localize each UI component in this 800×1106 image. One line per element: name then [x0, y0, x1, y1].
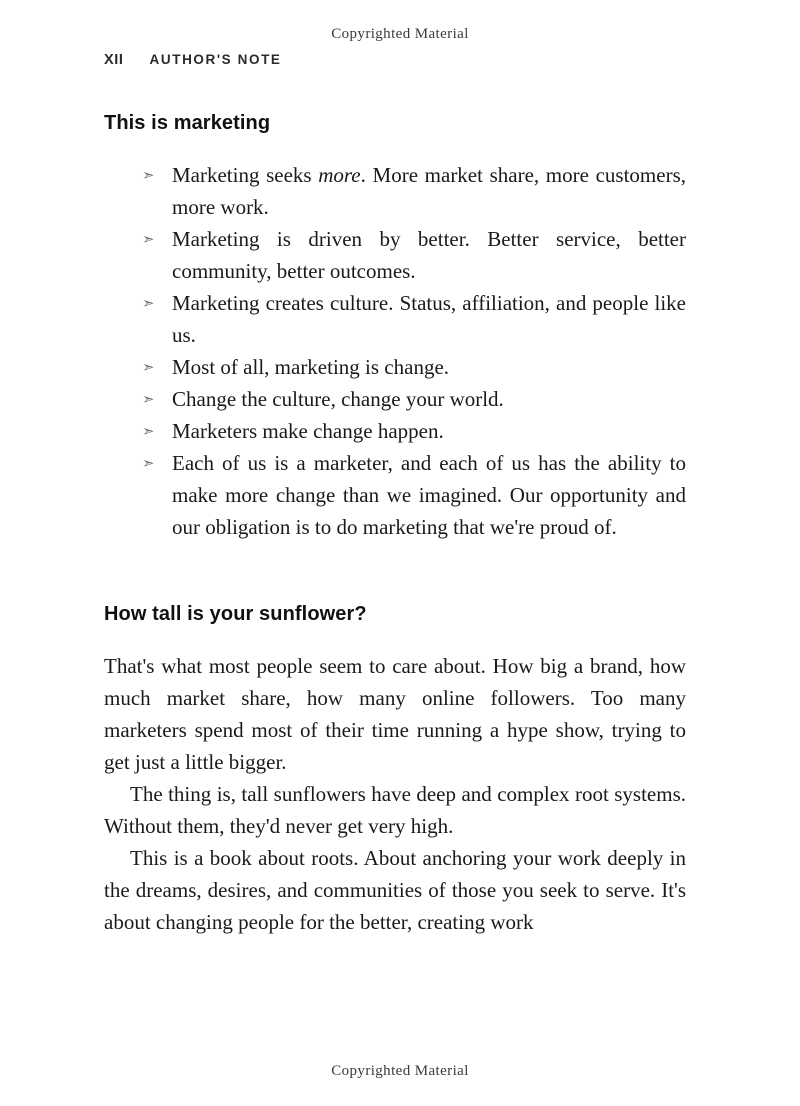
page-number: XII [104, 52, 124, 68]
list-item-text-before: Marketing seeks [172, 163, 319, 187]
section-heading-marketing: This is marketing [104, 112, 271, 134]
list-item-text-after: . More market share, more customers, more work. [172, 163, 686, 219]
watermark-bottom: Copyrighted Material [331, 1063, 469, 1079]
running-head [104, 52, 686, 68]
bullet-list [104, 159, 686, 543]
list-item-text: Marketing is driven by better. Better service, better community, better outcomes. [172, 227, 686, 283]
bullet-arrow-icon: ➣ [142, 392, 155, 408]
list-item-text: Marketers make change happen. [172, 419, 444, 443]
paragraph-3: This is a book about roots. About anchoring your work deeply in the dreams, desires, and communities of those you seek to serve. It's about changing people for the better, creating work [104, 846, 686, 934]
list-item [142, 415, 686, 447]
watermark-top: Copyrighted Material [331, 26, 469, 42]
bullet-arrow-icon: ➣ [142, 456, 155, 472]
list-item [142, 351, 686, 383]
bullet-arrow-icon: ➣ [142, 168, 155, 184]
list-item [142, 287, 686, 351]
list-item-text: Change the culture, change your world. [172, 387, 504, 411]
list-item-text-italic: more [318, 163, 361, 187]
list-item [142, 159, 686, 223]
list-item [142, 447, 686, 543]
list-item-text: Marketing creates culture. Status, affiliation, and people like us. [172, 291, 686, 347]
list-item [142, 383, 686, 415]
bullet-arrow-icon: ➣ [142, 232, 155, 248]
section-heading-sunflower: How tall is your sunflower? [104, 603, 367, 625]
list-item [142, 223, 686, 287]
list-item-text: Most of all, marketing is change. [172, 355, 450, 379]
paragraph-2: The thing is, tall sunflowers have deep and complex root systems. Without them, they'd never get very high. [104, 782, 686, 838]
bullet-arrow-icon: ➣ [142, 424, 155, 440]
page-content [104, 52, 686, 938]
running-title: AUTHOR'S NOTE [149, 52, 282, 67]
bullet-arrow-icon: ➣ [142, 296, 155, 312]
bullet-arrow-icon: ➣ [142, 360, 155, 376]
paragraph-1: That's what most people seem to care about. How big a brand, how much market share, how many online followers. Too many marketers spend most of their time running a hype show, trying to get just a little bigger. [104, 654, 686, 774]
list-item-text: Each of us is a marketer, and each of us has the ability to make more change than we imagined. Our opportunity and our obligation is to do marketing that we're proud of. [172, 451, 686, 539]
